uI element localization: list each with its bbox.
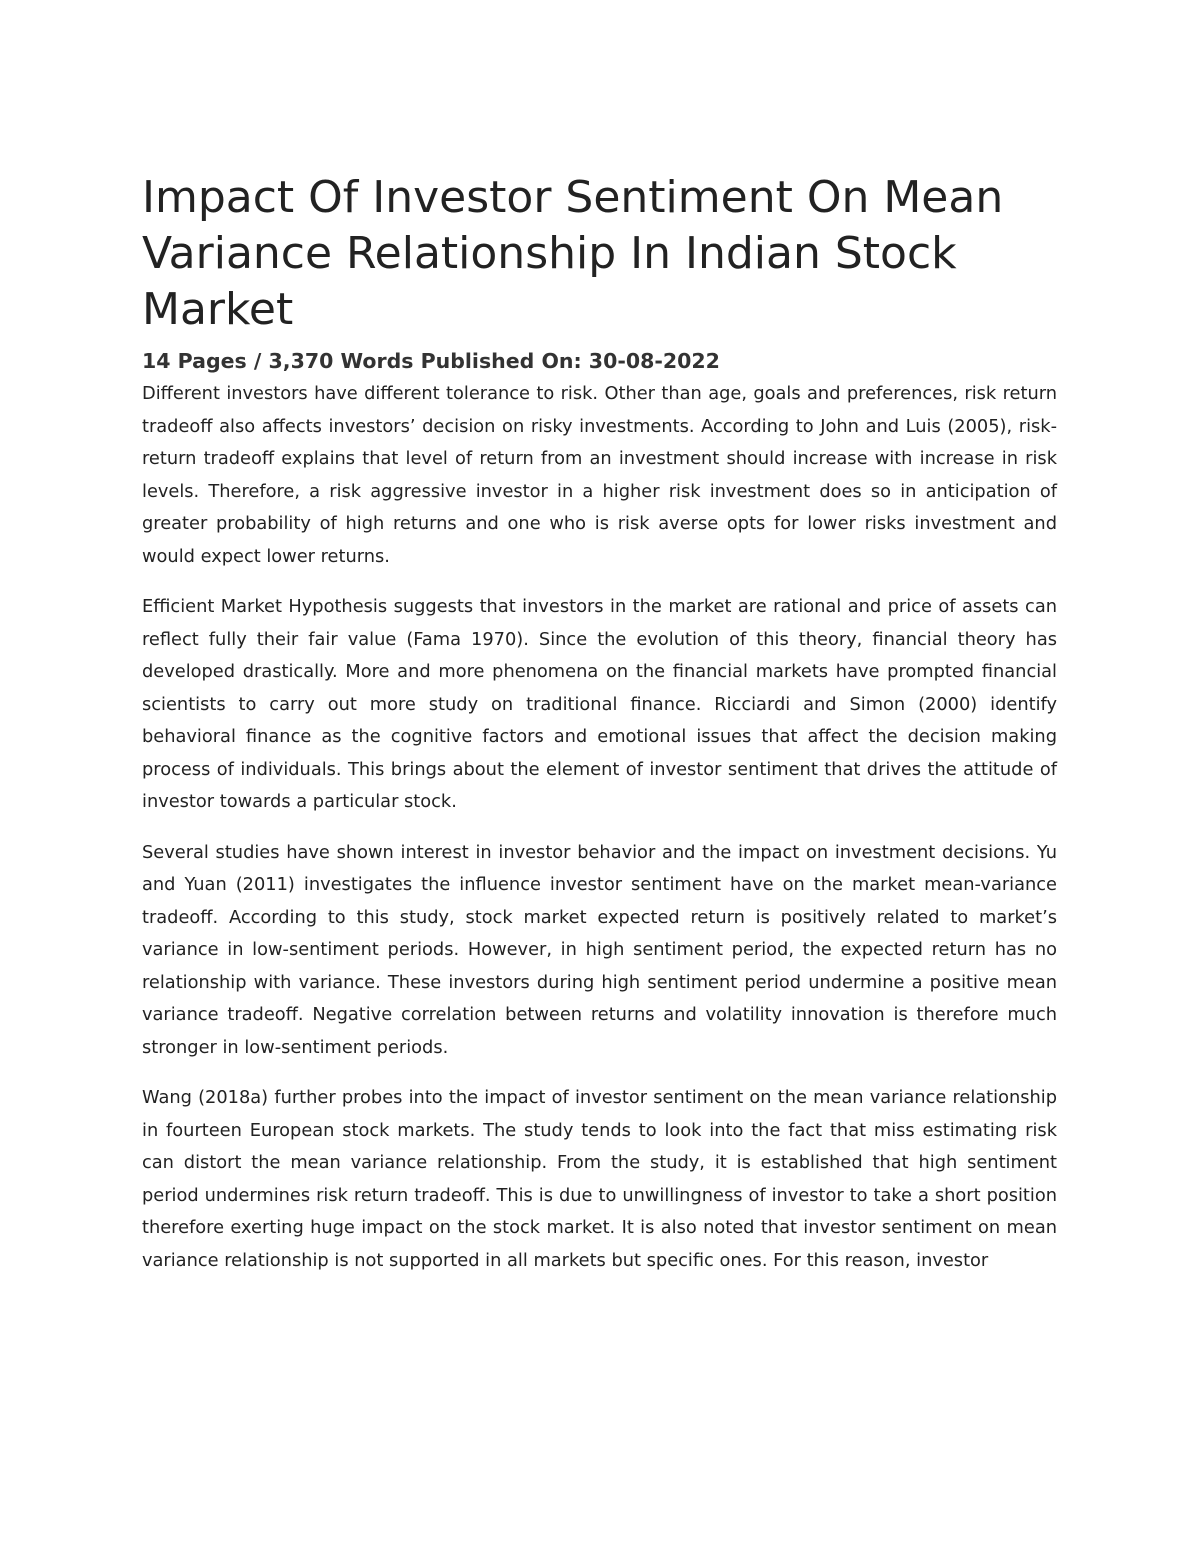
paragraph-2: Efficient Market Hypothesis suggests that investors in the market are rational and price of assets can reflect fully their fair value (Fama 1970). Since the evolution of this theory, financial theory has developed drastically. More and more phenomena on the financial markets have prompted financial scientists to carry out more study on traditional finance. Ricciardi and Simon (2000) identify behavioral finance as the cognitive factors and emotional issues that affect the decision making process of individuals. This brings about the element of investor sentiment that drives the attitude of investor towards a particular stock. [142,596,1057,812]
document-title: Impact Of Investor Sentiment On Mean Variance Relationship In Indian Stock Market [142,172,1004,335]
paragraph-3: Several studies have shown interest in investor behavior and the impact on investment decisions. Yu and Yuan (2011) investigates the influence investor sentiment have on the market mean-variance tradeoff. According to this study, stock market expected return is positively related to market’s variance in low-sentiment periods. However, in high sentiment period, the expected return has no relationship with variance. These investors during high sentiment period undermine a positive mean variance tradeoff. Negative correlation between returns and volatility innovation is therefore much stronger in low-sentiment periods. [142,841,1057,1058]
document-page [142,170,1057,1295]
published-date: Published On: 30-08-2022 [420,349,720,373]
document-meta [142,346,1057,376]
pages-words-count: 14 Pages / 3,370 Words [142,349,414,373]
paragraph-4: Wang (2018a) further probes into the impact of investor sentiment on the mean variance relationship in fourteen European stock markets. The study tends to look into the fact that miss estimating risk can distort the mean variance relationship. From the study, it is established that high sentiment period undermines risk return tradeoff. This is due to unwillingness of investor to take a short position therefore exerting huge impact on the stock market. It is also noted that investor sentiment on mean variance relationship is not supported in all markets but specific ones. For this reason, investor [142,1087,1057,1271]
paragraph-1: Different investors have different tolerance to risk. Other than age, goals and preferences, risk return tradeoff also affects investors’ decision on risky investments. According to John and Luis (2005), risk-return tradeoff explains that level of return from an investment should increase with increase in risk levels. Therefore, a risk aggressive investor in a higher risk investment does so in anticipation of greater probability of high returns and one who is risk averse opts for lower risks investment and would expect lower returns. [142,383,1057,567]
